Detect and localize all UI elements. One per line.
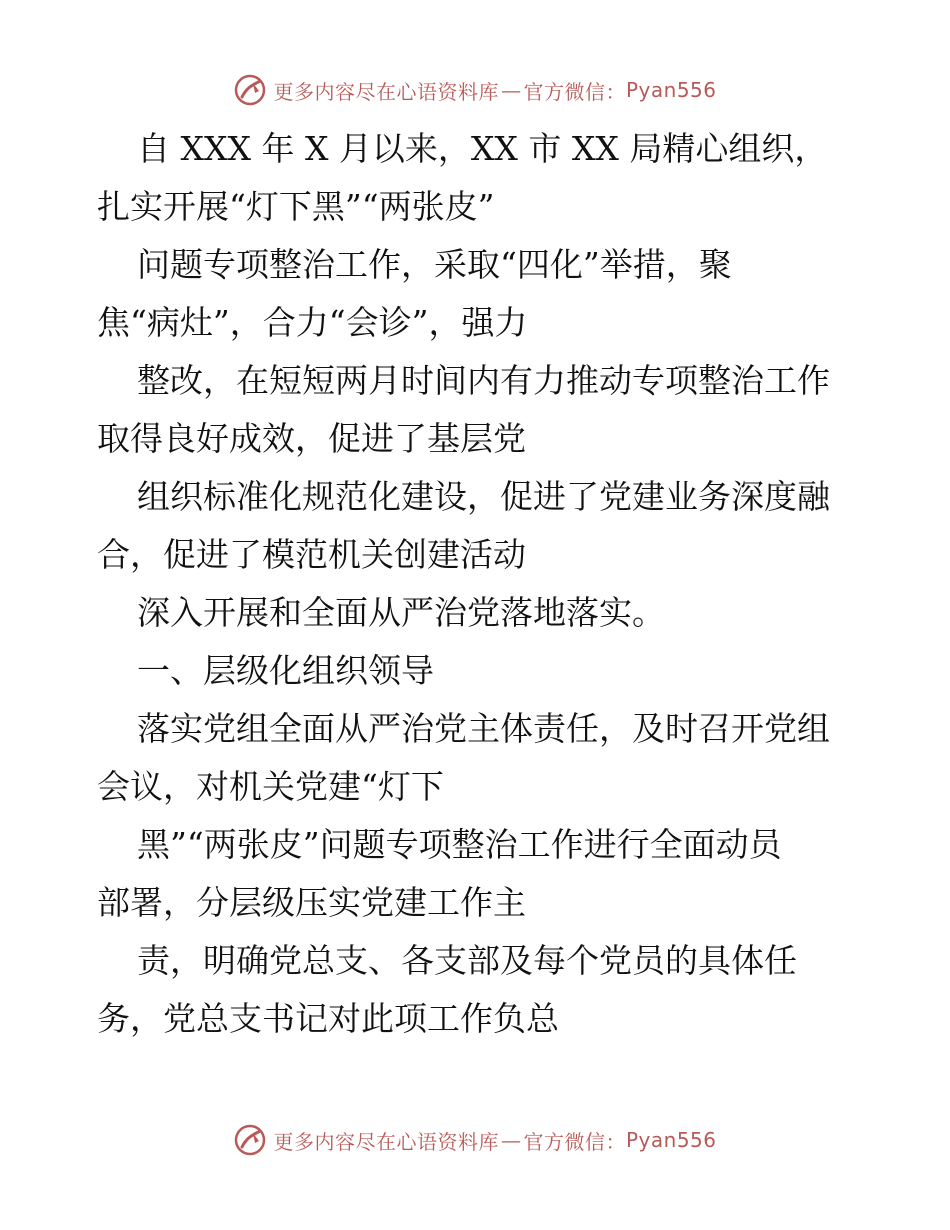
text-line: 问题专项整治工作，采取“四化”举措，聚 [137,245,732,284]
text-line: 组织标准化规范化建设，促进了党建业务深度融 [137,477,830,516]
document-body [97,120,857,1048]
text-line: 焦“病灶”，合力“会诊”，强力 [97,303,528,342]
watermark-account-id: Pyan556 [625,1128,717,1152]
header-watermark [0,70,950,110]
text-line: 黑”“两张皮”问题专项整治工作进行全面动员 [137,825,782,864]
section-heading: 一、层级化组织领导 [137,651,434,690]
watermark-separator: — [500,1128,522,1152]
brand-logo-icon [233,73,267,107]
text-line: 落实党组全面从严治党主体责任，及时召开党组 [137,709,830,748]
watermark-separator: — [500,78,522,102]
text-line: 部署，分层级压实党建工作主 [97,883,526,922]
text-line: 取得良好成效，促进了基层党 [97,419,526,458]
text-line: 责，明确党总支、各支部及每个党员的具体任 [137,941,797,980]
footer-watermark [0,1120,950,1160]
text-line: 务，党总支书记对此项工作负总 [97,999,559,1038]
watermark-account-id: Pyan556 [625,78,717,102]
watermark-text: 更多内容尽在心语资料库 [273,79,499,104]
text-line: 合，促进了模范机关创建活动 [97,535,526,574]
watermark-account-label: 官方微信： [523,79,626,104]
text-line: 整改，在短短两月时间内有力推动专项整治工作 [137,361,830,400]
watermark-account-label: 官方微信： [523,1129,626,1154]
text-line: 深入开展和全面从严治党落地落实。 [137,593,665,632]
text-line: 扎实开展“灯下黑”“两张皮” [97,187,495,226]
brand-logo-icon [233,1123,267,1157]
watermark-text: 更多内容尽在心语资料库 [273,1129,499,1154]
text-line: 自 XXX 年 X 月以来，XX 市 XX 局精心组织， [137,129,828,168]
text-line: 会议，对机关党建“灯下 [97,767,444,806]
